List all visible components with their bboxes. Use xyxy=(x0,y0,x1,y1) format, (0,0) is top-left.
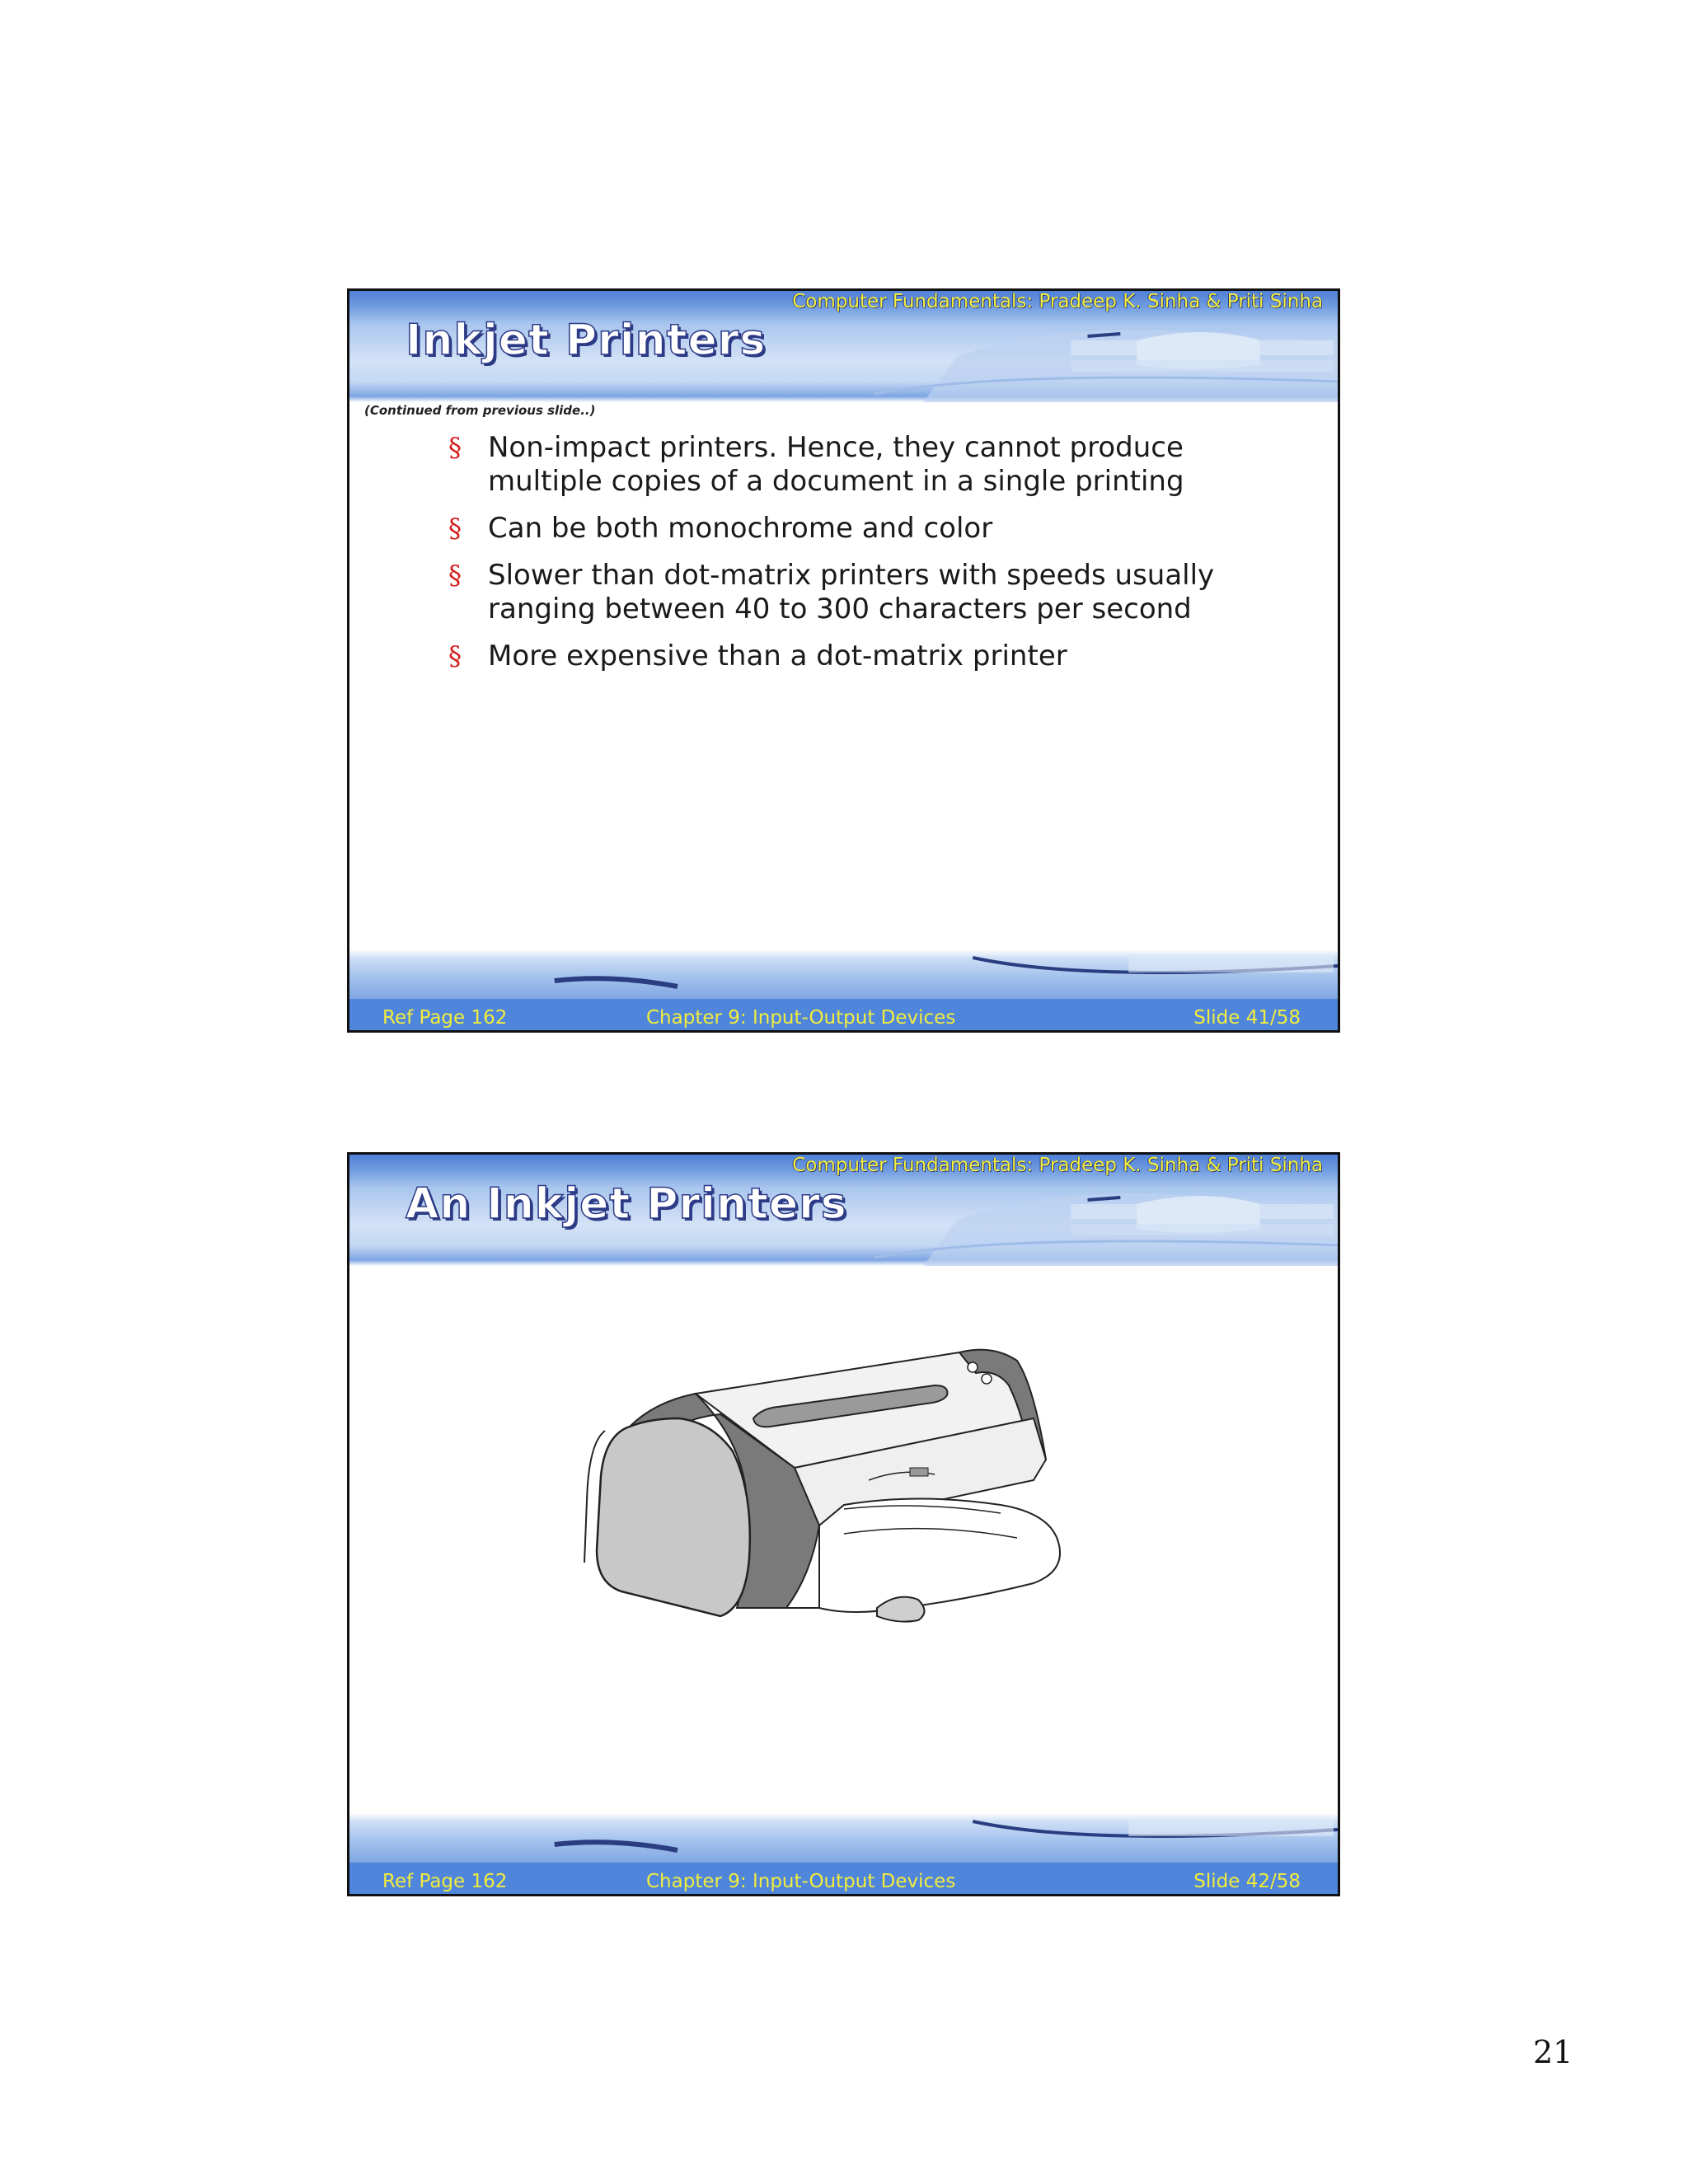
printer-icon xyxy=(572,1336,1100,1649)
slide-header xyxy=(349,1155,1338,1266)
slide-number: Slide 42/58 xyxy=(1193,1871,1301,1892)
section-mark-icon: § xyxy=(448,513,462,544)
author-credit: Computer Fundamentals: Pradeep K. Sinha & Priti Sinha xyxy=(792,291,1323,312)
page-number: 21 xyxy=(1533,2034,1573,2070)
slide-header xyxy=(349,291,1338,402)
chapter-label: Chapter 9: Input-Output Devices xyxy=(646,1007,956,1029)
chapter-label: Chapter 9: Input-Output Devices xyxy=(646,1871,956,1892)
continued-note: (Continued from previous slide..) xyxy=(364,403,596,418)
slide-footer xyxy=(349,1813,1338,1894)
bullet-item: § Slower than dot-matrix printers with speeds usually ranging between 40 to 300 characters per second xyxy=(448,559,1215,626)
ref-page: Ref Page 162 xyxy=(382,1871,508,1892)
slide-number: Slide 41/58 xyxy=(1193,1007,1301,1029)
bullet-list xyxy=(448,431,1306,687)
section-mark-icon: § xyxy=(448,640,462,672)
slide-footer xyxy=(349,949,1338,1030)
section-mark-icon: § xyxy=(448,432,462,463)
author-credit: Computer Fundamentals: Pradeep K. Sinha & Priti Sinha xyxy=(792,1155,1323,1176)
bullet-item: § Non-impact printers. Hence, they cannot produce multiple copies of a document in a single printing xyxy=(448,431,1184,498)
slide-title: Inkjet Printers xyxy=(406,316,767,365)
ref-page: Ref Page 162 xyxy=(382,1007,508,1029)
inkjet-printer-illustration xyxy=(572,1336,1100,1649)
slide-title: An Inkjet Printers xyxy=(406,1179,847,1229)
slide-42 xyxy=(347,1152,1340,1896)
slide-41 xyxy=(347,288,1340,1033)
bullet-item: § More expensive than a dot-matrix printer xyxy=(448,640,1067,673)
bullet-item: § Can be both monochrome and color xyxy=(448,512,993,545)
section-mark-icon: § xyxy=(448,560,462,591)
